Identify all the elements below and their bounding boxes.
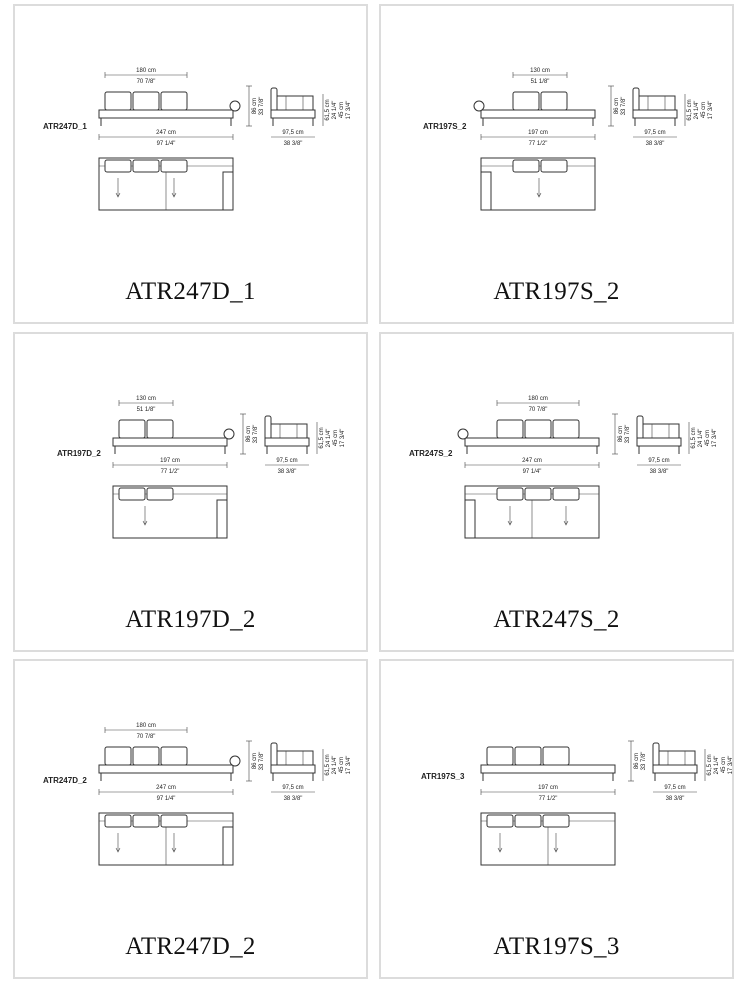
height-cm: 86 cm: [252, 752, 258, 770]
width-cm: 197 cm: [538, 785, 558, 791]
side-view: [653, 743, 697, 781]
height-cm: 86 cm: [634, 752, 640, 770]
height-in: 33 7/8": [253, 424, 259, 444]
back-cushion: [543, 747, 569, 765]
depth-in: 38 3/8": [277, 469, 297, 475]
back-height-cm: 61,5 cm: [325, 99, 331, 121]
product-caption: ATR247S_2: [493, 606, 620, 633]
width-in: 97 1/4": [522, 469, 542, 475]
bolster: [224, 429, 234, 439]
bolster: [230, 756, 240, 766]
height-in: 33 7/8": [259, 96, 265, 116]
height-in: 33 7/8": [621, 96, 627, 116]
height-cm: 86 cm: [246, 425, 252, 443]
bolster: [474, 101, 484, 111]
back-cushion: [161, 747, 187, 765]
width-in: 97 1/4": [156, 796, 176, 802]
top-dimension-cm: 130 cm: [530, 68, 550, 74]
sofa-drawing: [15, 661, 366, 977]
side-view: [637, 416, 681, 454]
seat-height-in: 17 3/4": [728, 755, 734, 775]
back-cushion: [541, 92, 567, 110]
plan-view: [481, 813, 615, 865]
width-in: 77 1/2": [160, 469, 180, 475]
product-card[interactable]: [13, 659, 368, 979]
width-cm: 197 cm: [160, 458, 180, 464]
width-in: 97 1/4": [156, 141, 176, 147]
product-caption: ATR247D_2: [125, 933, 256, 960]
seat-height-cm: 45 cm: [333, 429, 339, 447]
depth-in: 38 3/8": [645, 141, 665, 147]
sofa-drawing: [381, 6, 732, 322]
back-height-cm: 61,5 cm: [319, 427, 325, 449]
back-cushion: [119, 420, 145, 438]
product-code-label: ATR197S_2: [423, 122, 467, 131]
seat-height-cm: 45 cm: [705, 429, 711, 447]
depth-cm: 97,5 cm: [282, 785, 304, 791]
seat-height-cm: 45 cm: [701, 101, 707, 119]
seat-height-in: 17 3/4": [708, 100, 714, 120]
width-in: 77 1/2": [528, 141, 548, 147]
side-view: [633, 88, 677, 126]
height-in: 33 7/8": [625, 424, 631, 444]
product-code-label: ATR247S_2: [409, 449, 453, 458]
back-height-in: 24 1/4": [332, 100, 338, 120]
side-view: [271, 743, 315, 781]
seat-height-in: 17 3/4": [340, 428, 346, 448]
product-caption: ATR247D_1: [125, 278, 256, 305]
top-dimension-cm: 180 cm: [136, 723, 156, 729]
depth-in: 38 3/8": [649, 469, 669, 475]
top-dimension-in: 70 7/8": [136, 734, 156, 740]
back-height-cm: 61,5 cm: [707, 754, 713, 776]
width-cm: 247 cm: [156, 785, 176, 791]
back-height-in: 24 1/4": [332, 755, 338, 775]
depth-in: 38 3/8": [283, 796, 303, 802]
back-cushion: [161, 92, 187, 110]
seat-height-in: 17 3/4": [346, 755, 352, 775]
plan-view: [99, 813, 233, 865]
top-dimension-in: 70 7/8": [136, 79, 156, 85]
product-card[interactable]: [379, 4, 734, 324]
product-caption: ATR197S_3: [493, 933, 620, 960]
back-cushion: [147, 420, 173, 438]
back-cushion: [105, 92, 131, 110]
sofa-drawing: [15, 334, 366, 650]
top-dimension-in: 70 7/8": [528, 407, 548, 413]
bolster: [230, 101, 240, 111]
front-view: [99, 92, 240, 126]
back-height-in: 24 1/4": [326, 428, 332, 448]
back-height-cm: 61,5 cm: [325, 754, 331, 776]
seat-height-cm: 45 cm: [339, 756, 345, 774]
front-view: [481, 747, 615, 781]
height-cm: 86 cm: [252, 97, 258, 115]
back-cushion: [515, 747, 541, 765]
plan-view: [465, 486, 599, 538]
back-height-cm: 61,5 cm: [691, 427, 697, 449]
top-dimension-in: 51 1/8": [530, 79, 550, 85]
depth-cm: 97,5 cm: [644, 130, 666, 136]
height-cm: 86 cm: [614, 97, 620, 115]
seat-height-cm: 45 cm: [339, 101, 345, 119]
depth-cm: 97,5 cm: [664, 785, 686, 791]
width-cm: 247 cm: [156, 130, 176, 136]
back-height-in: 24 1/4": [694, 100, 700, 120]
front-view: [113, 420, 234, 454]
depth-cm: 97,5 cm: [282, 130, 304, 136]
height-in: 33 7/8": [259, 751, 265, 771]
seat-height-cm: 45 cm: [721, 756, 727, 774]
product-card[interactable]: [379, 332, 734, 652]
bolster: [458, 429, 468, 439]
width-cm: 247 cm: [522, 458, 542, 464]
product-caption: ATR197D_2: [125, 606, 256, 633]
height-cm: 86 cm: [618, 425, 624, 443]
product-caption: ATR197S_2: [493, 278, 620, 305]
top-dimension-cm: 130 cm: [136, 396, 156, 402]
depth-cm: 97,5 cm: [648, 458, 670, 464]
top-dimension-cm: 180 cm: [528, 396, 548, 402]
front-view: [458, 420, 599, 454]
plan-view: [99, 158, 233, 210]
back-cushion: [487, 747, 513, 765]
side-view: [271, 88, 315, 126]
product-code-label: ATR247D_1: [43, 122, 87, 131]
back-cushion: [525, 420, 551, 438]
back-cushion: [497, 420, 523, 438]
front-view: [474, 92, 595, 126]
back-cushion: [105, 747, 131, 765]
sofa-drawing: [381, 334, 732, 650]
product-card[interactable]: [13, 4, 368, 324]
front-view: [99, 747, 240, 781]
top-dimension-in: 51 1/8": [136, 407, 156, 413]
width-cm: 197 cm: [528, 130, 548, 136]
back-height-in: 24 1/4": [714, 755, 720, 775]
width-in: 77 1/2": [538, 796, 558, 802]
depth-in: 38 3/8": [283, 141, 303, 147]
back-cushion: [133, 92, 159, 110]
back-height-in: 24 1/4": [698, 428, 704, 448]
depth-in: 38 3/8": [665, 796, 685, 802]
seat-height-in: 17 3/4": [346, 100, 352, 120]
back-cushion: [133, 747, 159, 765]
product-code-label: ATR247D_2: [43, 776, 87, 785]
side-view: [265, 416, 309, 454]
top-dimension-cm: 180 cm: [136, 68, 156, 74]
back-cushion: [553, 420, 579, 438]
product-card[interactable]: [379, 659, 734, 979]
product-card[interactable]: [13, 332, 368, 652]
sofa-drawing: [15, 6, 366, 322]
plan-view: [481, 158, 595, 210]
back-height-cm: 61,5 cm: [687, 99, 693, 121]
depth-cm: 97,5 cm: [276, 458, 298, 464]
seat-height-in: 17 3/4": [712, 428, 718, 448]
height-in: 33 7/8": [641, 751, 647, 771]
product-code-label: ATR197S_3: [421, 772, 465, 781]
product-code-label: ATR197D_2: [57, 449, 101, 458]
sofa-drawing: [381, 661, 732, 977]
plan-view: [113, 486, 227, 538]
back-cushion: [513, 92, 539, 110]
